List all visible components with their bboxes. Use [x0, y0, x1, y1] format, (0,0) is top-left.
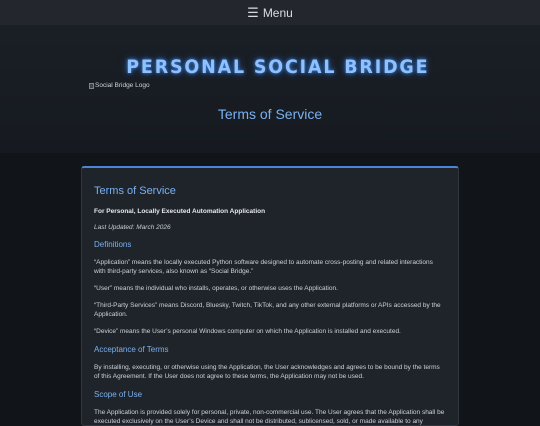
- broken-image-icon: [89, 83, 94, 89]
- definition-user: “User” means the individual who installs, operates, or otherwise uses the Application.: [94, 285, 338, 292]
- site-logo: [89, 82, 150, 89]
- scope-paragraph: The Application is provided solely for personal, private, non-commercial use. The User agrees that the Application shall be executed exclusively on the User’s Device and shall not be distributed, sublicensed, sold, or made available to any: [94, 409, 445, 425]
- card-title: Terms of Service: [94, 185, 176, 197]
- section-heading-definitions: Definitions: [94, 240, 132, 249]
- section-heading-acceptance: Acceptance of Terms: [94, 345, 169, 354]
- acceptance-paragraph: By installing, executing, or otherwise using the Application, the User acknowledges and agrees to be bound by the terms of this Agreement. If the User does not agree to these terms, the Application may not be used.: [94, 364, 440, 380]
- definition-device: “Device” means the User’s personal Windows computer on which the Application is installed and executed.: [94, 328, 401, 335]
- card-subtitle: For Personal, Locally Executed Automation Application: [94, 208, 266, 215]
- logo-alt-text: Social Bridge Logo: [95, 82, 150, 89]
- page-title: Terms of Service: [217, 106, 323, 122]
- hamburger-icon: ☰: [247, 4, 259, 20]
- top-navbar: [0, 0, 540, 25]
- menu-label: Menu: [262, 5, 293, 20]
- last-updated: Last Updated: March 2026: [94, 224, 171, 231]
- site-brand-title: PERSONAL SOCIAL BRIDGE: [126, 56, 430, 78]
- hero-banner: [0, 25, 540, 153]
- section-heading-scope: Scope of Use: [94, 390, 143, 399]
- terms-card: [81, 166, 459, 426]
- definition-application: “Application” means the locally executed Python software designed to automate cross-posting and related interactions with third-party services, also known as “Social Bridge.”: [94, 259, 433, 275]
- definition-third-party-services: “Third-Party Services” means Discord, Bluesky, Twitch, TikTok, and any other external platforms or APIs accessed by the Application.: [94, 302, 441, 318]
- menu-toggle-button[interactable]: [247, 5, 293, 21]
